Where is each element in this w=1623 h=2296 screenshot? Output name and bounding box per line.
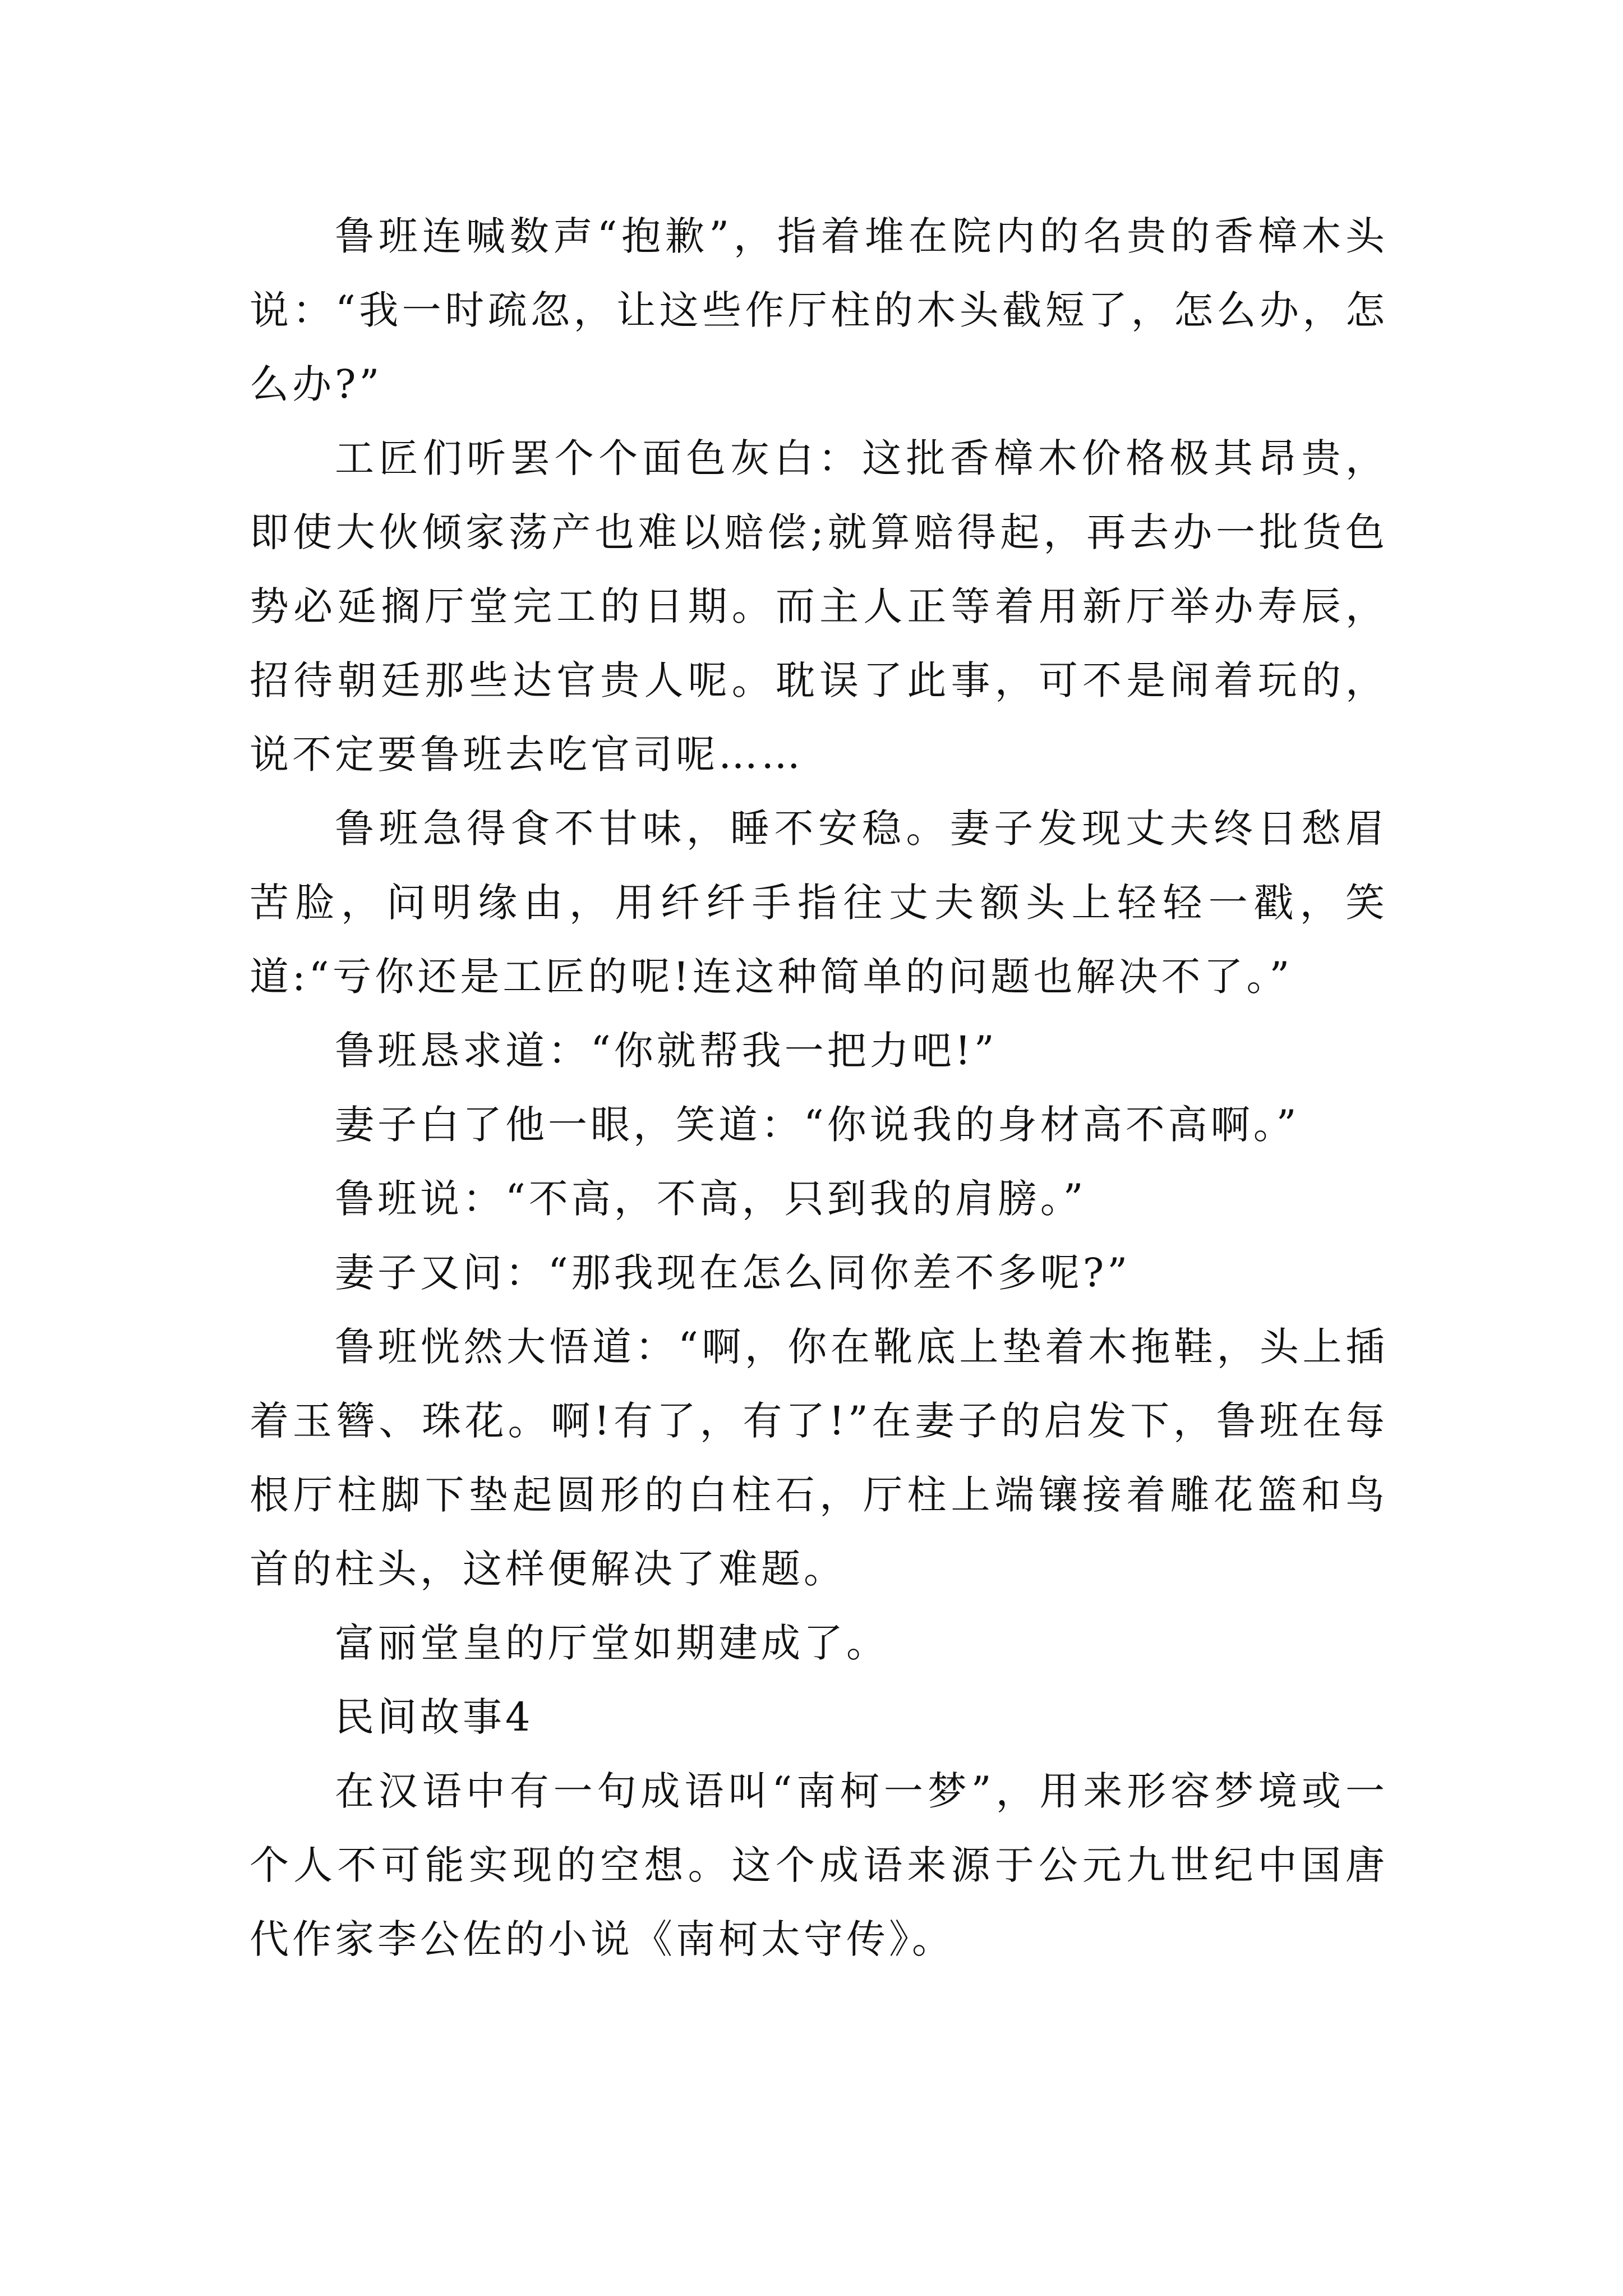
paragraph-realization: 鲁班恍然大悟道：“啊，你在靴底上垫着木拖鞋，头上插着玉簪、珠花。啊!有了，有了!”在妻子的启发下，鲁班在每根厅柱脚下垫起圆形的白柱石，厅柱上端镶接着雕花篮和鸟首的柱头，这样便解决了难题。 [250,1324,1388,1592]
paragraph-wife-teases: 鲁班急得食不甘味，睡不安稳。妻子发现丈夫终日愁眉苦脸，问明缘由，用纤纤手指往丈夫额头上轻轻一戳，笑道:“亏你还是工匠的呢!连这种简单的问题也解决不了。” [250,806,1388,1000]
paragraph-hall-completed: 富丽堂皇的厅堂如期建成了。 [335,1620,889,1666]
document-body [250,199,1388,1976]
section-heading-folk-story-4: 民间故事4 [335,1694,534,1740]
paragraph-craftsmen-worry: 工匠们听罢个个面色灰白：这批香樟木价格极其昂贵，即使大伙倾家荡产也难以赔偿;就算赔得起，再去办一批货色势必延搁厅堂完工的日期。而主人正等着用新厅举办寿辰，招待朝廷那些达官贵人呢。耽误了此事，可不是闹着玩的，说不定要鲁班去吃官司呢…… [250,435,1388,777]
paragraph-luban-answers: 鲁班说：“不高，不高，只到我的肩膀。” [335,1176,1087,1222]
paragraph-wife-asks-height: 妻子白了他一眼，笑道：“你说我的身材高不高啊。” [335,1102,1300,1148]
paragraph-luban-pleads: 鲁班恳求道：“你就帮我一把力吧!” [335,1028,998,1074]
paragraph-nanke-dream: 在汉语中有一句成语叫“南柯一梦”，用来形容梦境或一个人不可能实现的空想。这个成语来源于公元九世纪中国唐代作家李公佐的小说《南柯太守传》。 [250,1768,1388,1962]
paragraph-wife-asks-again: 妻子又问：“那我现在怎么同你差不多呢?” [335,1250,1131,1296]
paragraph-apology: 鲁班连喊数声“抱歉”，指着堆在院内的名贵的香樟木头说：“我一时疏忽，让这些作厅柱的木头截短了，怎么办，怎么办?” [250,213,1388,407]
